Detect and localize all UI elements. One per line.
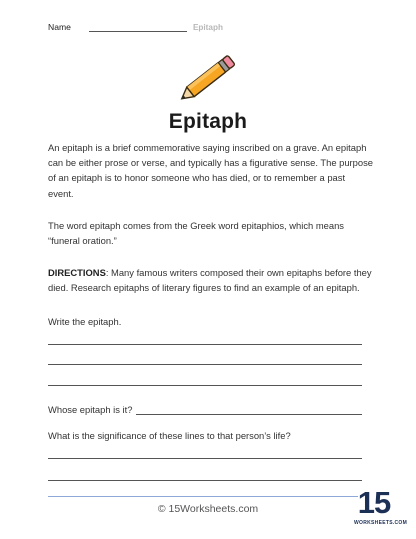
brand-logo — [354, 485, 408, 531]
name-label: Name — [48, 22, 71, 32]
answer-line[interactable] — [48, 344, 362, 345]
answer-line[interactable] — [48, 385, 362, 386]
answer-line[interactable] — [48, 480, 362, 481]
footer-site-link[interactable]: 15Worksheets.com — [168, 503, 259, 515]
whose-epitaph-field[interactable] — [136, 405, 362, 415]
directions-label: DIRECTIONS — [48, 267, 106, 278]
intro-paragraph: An epitaph is a brief commemorative saying inscribed on a grave. An epitaph can be either prose or verse, and typically has a figurative sense. The purpose of an epitaph is to honor someone who has died, or to remember a past event. — [48, 142, 374, 199]
copyright-icon: © — [157, 503, 169, 515]
whose-epitaph-row — [48, 404, 362, 415]
write-epitaph-prompt: Write the epitaph. — [48, 316, 122, 327]
page-title: Epitaph — [168, 110, 248, 133]
pencil-icon — [172, 50, 242, 108]
logo-number: 15 — [357, 485, 391, 520]
name-row — [48, 22, 223, 32]
origin-paragraph: The word epitaph comes from the Greek word epitaphios, which means “funeral oration.” — [48, 220, 344, 247]
footer-divider — [48, 496, 358, 497]
subject-label: Epitaph — [192, 23, 223, 32]
directions-text: : Many famous writers composed their own epitaphs before they died. Research epitaphs of literary figures to find an example of an epitaph. — [48, 267, 372, 294]
answer-line[interactable] — [48, 458, 362, 459]
whose-epitaph-prompt: Whose epitaph is it? — [48, 404, 133, 415]
answer-line[interactable] — [48, 364, 362, 365]
logo-text: WORKSHEETS.COM — [354, 520, 408, 526]
directions-paragraph — [48, 265, 373, 295]
name-field[interactable] — [89, 22, 187, 32]
significance-prompt: What is the significance of these lines to that person’s life? — [48, 430, 291, 441]
